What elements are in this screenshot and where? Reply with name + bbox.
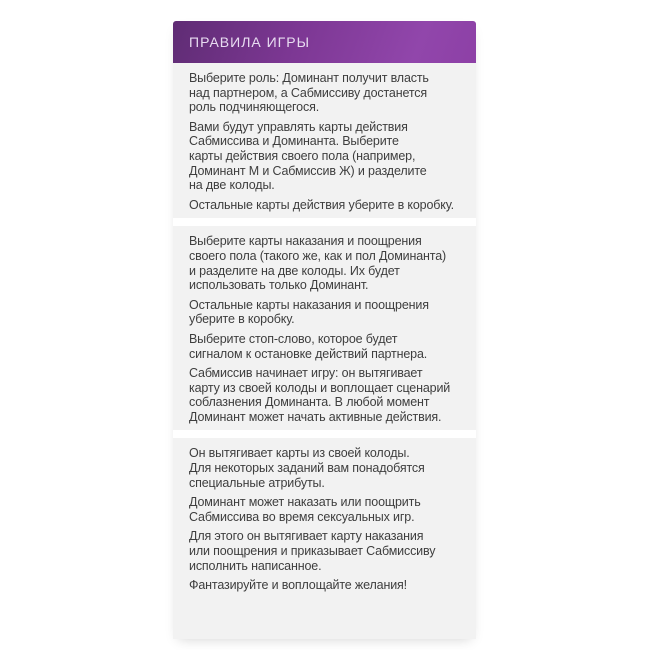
- rules-paragraph: Остальные карты действия уберите в коробку.: [189, 197, 454, 212]
- rules-paragraph: Для этого он вытягивает карту наказания или поощрения и приказывает Сабмиссиву исполнить написанное.: [189, 529, 436, 573]
- rules-paragraph: Вами будут управлять карты действия Сабмиссива и Доминанта. Выберите карты действия своего пола (например, Доминант М и Сабмиссив Ж) и разделите на две колоды.: [189, 119, 427, 193]
- rules-paragraph: Доминант может наказать или поощрить Сабмиссива во время сексуальных игр.: [189, 495, 421, 524]
- rules-paragraph: Выберите роль: Доминант получит власть над партнером, а Сабмиссиву достанется роль подчиняющегося.: [189, 71, 429, 115]
- rules-paragraph: Выберите стоп-слово, которое будет сигналом к остановке действий партнера.: [189, 331, 428, 361]
- rules-paragraph: Остальные карты наказания и поощрения уберите в коробку.: [189, 297, 429, 327]
- rules-paragraph: Он вытягивает карты из своей колоды. Для некоторых заданий вам понадобятся специальные атрибуты.: [189, 446, 425, 490]
- rules-paragraph: Выберите карты наказания и поощрения своего пола (такого же, как и пол Доминанта) и разделите на две колоды. Их будет использовать только Доминант.: [189, 234, 447, 293]
- rules-card: [173, 21, 476, 639]
- rules-section-cards: [173, 226, 476, 430]
- rules-section-setup: [173, 63, 476, 218]
- rules-card-title: ПРАВИЛА ИГРЫ: [189, 34, 310, 50]
- rules-card-header: [173, 21, 476, 63]
- rules-section-play: [173, 438, 476, 638]
- rules-paragraph: Сабмиссив начинает игру: он вытягивает карту из своей колоды и воплощает сценарий соблазнения Доминанта. В любой момент Доминант может начать активные действия.: [189, 366, 451, 424]
- rules-paragraph: Фантазируйте и воплощайте желания!: [189, 578, 407, 593]
